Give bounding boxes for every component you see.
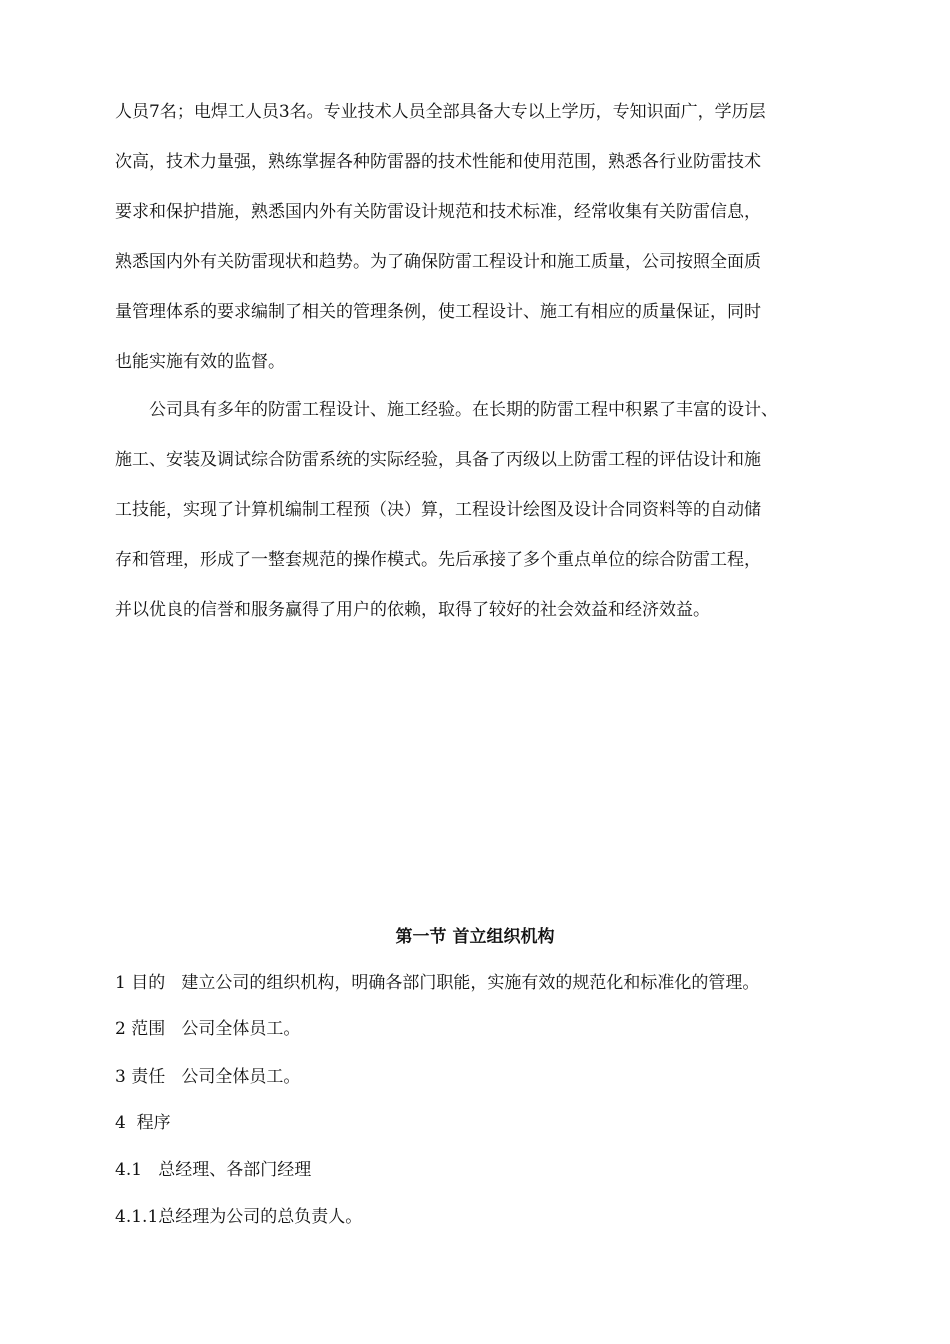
text-line: 施工、安装及调试综合防雷系统的实际经验，具备了丙级以上防雷工程的评估设计和施 xyxy=(115,450,761,470)
paragraph-company-experience xyxy=(115,385,855,635)
text-line: 工技能，实现了计算机编制工程预（决）算，工程设计绘图及设计合同资料等的自动储 xyxy=(115,500,761,520)
text-line: 存和管理，形成了一整套规范的操作模式。先后承接了多个重点单位的综合防雷工程， xyxy=(115,550,761,570)
paragraph-team-qualifications xyxy=(115,87,855,387)
list-item-procedure: 4 程序 xyxy=(115,1113,171,1133)
text-line: 也能实施有效的监督。 xyxy=(115,352,285,372)
list-item-managers: 4.1 总经理、各部门经理 xyxy=(115,1160,312,1180)
text-line: 人员7名；电焊工人员3名。专业技术人员全部具备大专以上学历，专知识面广，学历层 xyxy=(115,102,766,122)
text-line: 并以优良的信誉和服务赢得了用户的依赖，取得了较好的社会效益和经济效益。 xyxy=(115,600,710,620)
list-item-purpose: 1 目的 建立公司的组织机构，明确各部门职能，实施有效的规范化和标准化的管理。 xyxy=(115,973,760,993)
list-item-responsibility: 3 责任 公司全体员工。 xyxy=(115,1067,301,1087)
text-line: 公司具有多年的防雷工程设计、施工经验。在长期的防雷工程中积累了丰富的设计、 xyxy=(149,400,778,420)
text-line: 熟悉国内外有关防雷现状和趋势。为了确保防雷工程设计和施工质量，公司按照全面质 xyxy=(115,252,761,272)
section-heading: 第一节 首立组织机构 xyxy=(395,927,555,947)
text-line: 要求和保护措施，熟悉国内外有关防雷设计规范和技术标准，经常收集有关防雷信息， xyxy=(115,202,761,222)
text-line: 次高，技术力量强，熟练掌握各种防雷器的技术性能和使用范围，熟悉各行业防雷技术 xyxy=(115,152,761,172)
list-item-general-manager: 4.1.1总经理为公司的总负责人。 xyxy=(115,1207,363,1227)
list-item-scope: 2 范围 公司全体员工。 xyxy=(115,1019,301,1039)
text-line: 量管理体系的要求编制了相关的管理条例，使工程设计、施工有相应的质量保证，同时 xyxy=(115,302,761,322)
